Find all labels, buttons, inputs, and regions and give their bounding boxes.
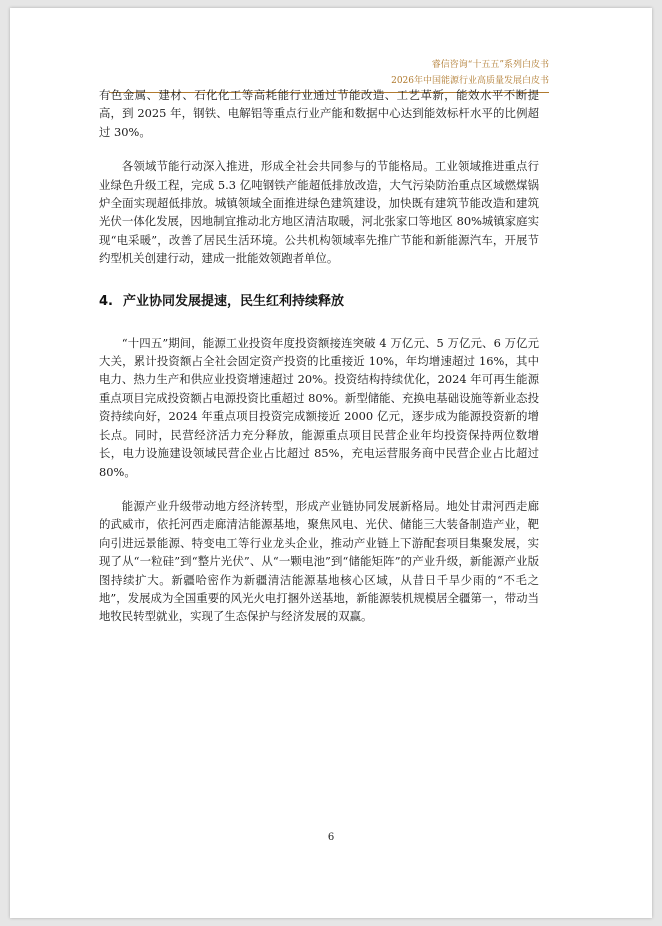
header-series-title: 睿信咨询“十五五”系列白皮书: [431, 60, 549, 70]
section-title: 产业协同发展提速，民生红利持续释放: [122, 293, 344, 309]
body-paragraph: 各领域节能行动深入推进，形成全社会共同参与的节能格局。工业领域推进重点行业绿色升级工程，完成 5.3 亿吨钢铁产能超低排放改造，大气污染防治重点区域燃煤锅炉全面实现超低排放。城镇领域全面推进绿色建筑建设，加快既有建筑节能改造和建筑光伏一体化发展，因地制宜推动北方地区清洁取暖，河北张家口等地区 80%城镇家庭实现“电采暖”，改善了居民生活环境。公共机构领域率先推广节能和新能源汽车，开展节约型机关创建行动，建成一批能效领跑者单位。: [99, 159, 539, 266]
section-number: 4.: [99, 293, 113, 309]
section-paragraph: 能源产业升级带动地方经济转型，形成产业链协同发展新格局。地处甘肃河西走廊的武威市，依托河西走廊清洁能源基地，聚焦风电、光伏、储能三大装备制造产业，靶向引进远景能源、特变电工等行业龙头企业，推动产业链上下游配套项目集聚发展，实现了从“一粒硅”到“整片光伏”、从“一颗电池”到“储能矩阵”的产业升级，新能源产业版图持续扩大。新疆哈密作为新疆清洁能源基地核心区域，从昔日千旱少雨的“不毛之地”，发展成为全国重要的风光火电打捆外送基地，新能源装机规模居全疆第一，带动当地牧民转型就业，实现了生态保护与经济发展的双赢。: [99, 498, 539, 624]
section-paragraph: “十四五”期间，能源工业投资年度投资额接连突破 4 万亿元、5 万亿元、6 万亿元大关，累计投资额占全社会固定资产投资的比重接近 10%，年均增速超过 16%，其中电力、热力生产和供应业投资增速超过 20%。投资结构持续优化，2024 年可再生能源重点项目完成投资额占电源投资比重超过 80%。新型储能、充换电基础设施等新业态投资持续向好，2024 年重点项目投资完成额接近 2000 亿元，逐步成为能源投资新的增长点。同时，民营经济活力充分释放，能源重点项目民营企业年均投资保持两位数增长，电力设施建设领域民营企业占比超过 85%，充电运营服务商中民营企业占比超过 80%。: [99, 335, 539, 479]
page-body: [99, 86, 539, 626]
page-number: 6: [327, 832, 335, 843]
section-heading: [99, 292, 539, 312]
body-paragraph-continued: 有色金属、建材、石化化工等高耗能行业通过节能改造、工艺革新，能效水平不断提高，到 2025 年，钢铁、电解铝等重点行业产能和数据中心达到能效标杆水平的比例超过 30%。: [99, 88, 539, 139]
running-header: [391, 57, 549, 89]
header-report-title: 2026年中国能源行业高质量发展白皮书: [391, 76, 549, 86]
